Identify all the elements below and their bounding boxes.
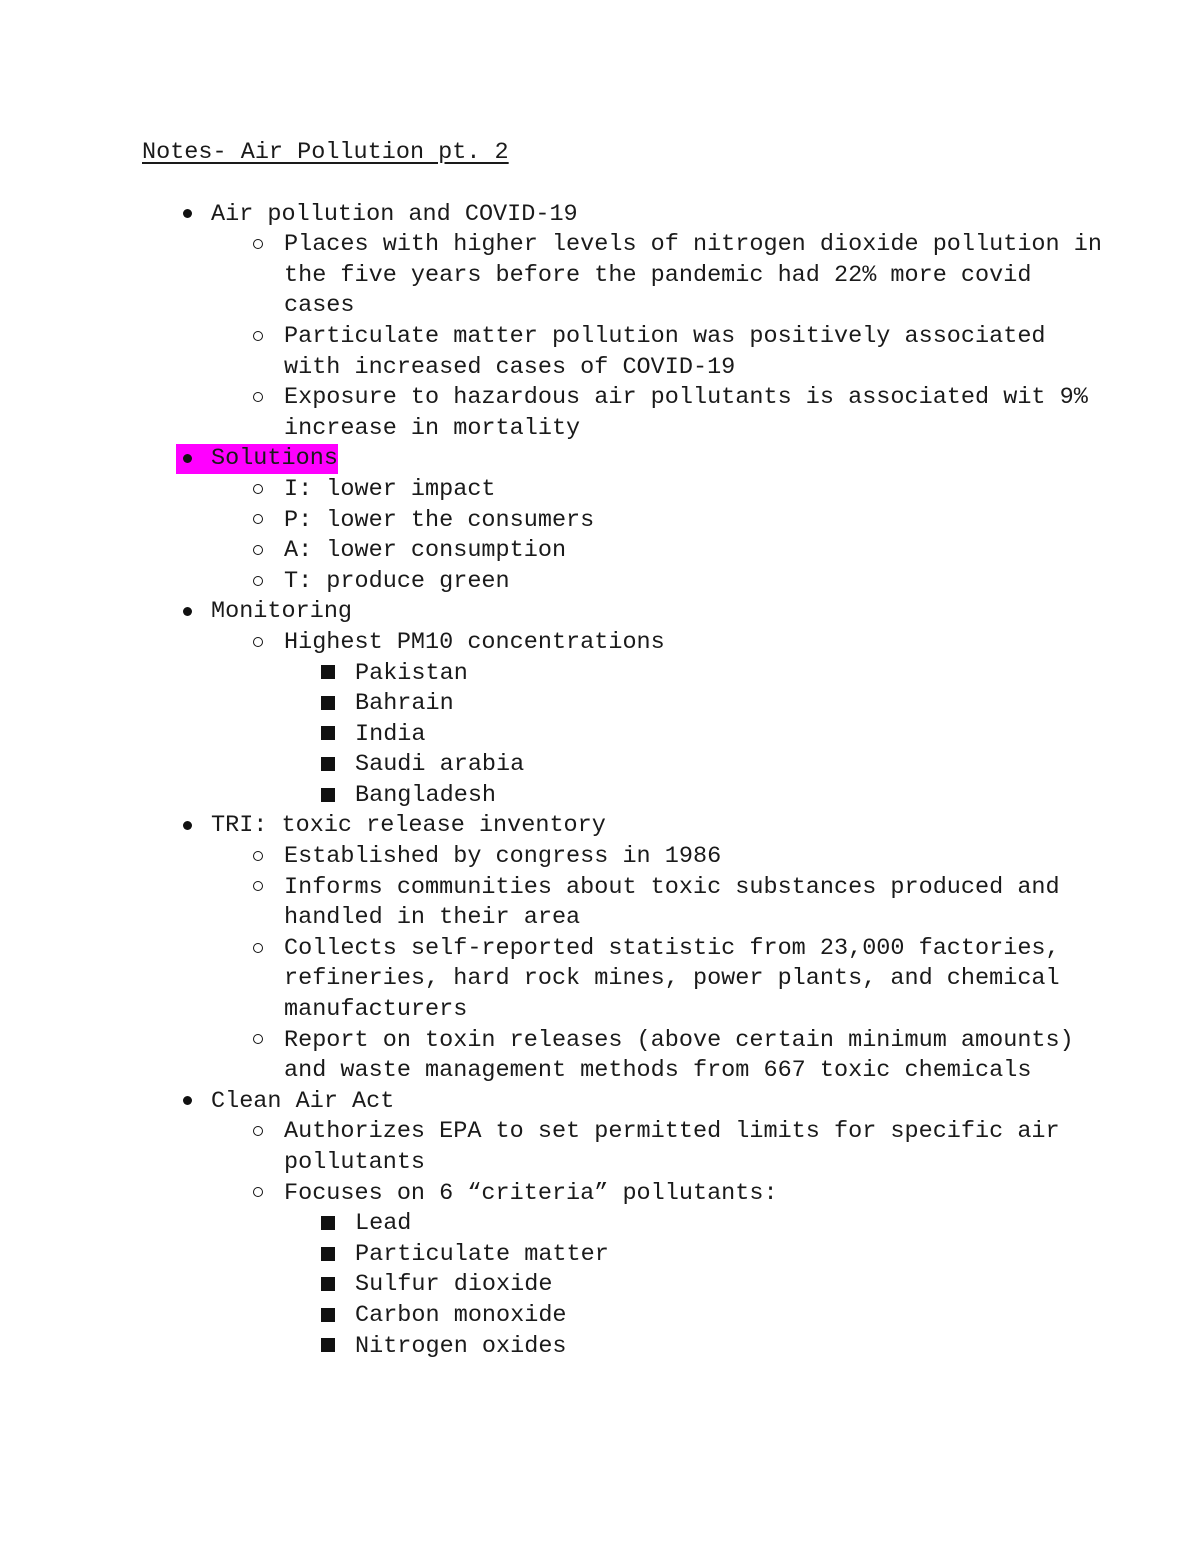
list-item: [213, 536, 1102, 567]
item-text: Lead: [355, 1210, 412, 1238]
item-text: Collects self-reported statistic from 23,000 factories, refineries, hard rock mines, power plants, and chemical manufacturers: [284, 934, 1060, 1024]
list-item-covid: [142, 200, 1102, 445]
bullet-circle-icon: [251, 873, 265, 904]
list-item: [284, 750, 1102, 781]
bullet-square-icon: [320, 720, 336, 751]
sublist: [142, 842, 1102, 1087]
list-item: [284, 689, 1102, 720]
item-text: P: lower the consumers: [284, 506, 595, 534]
section-label: Clean Air Act: [211, 1087, 395, 1115]
list-item: [284, 1240, 1102, 1271]
list-item: [213, 842, 1102, 873]
bullet-square-icon: [320, 689, 336, 720]
bullet-dot-icon: [180, 444, 194, 475]
item-text: Focuses on 6 “criteria” pollutants:: [284, 1179, 778, 1207]
item-text: Nitrogen oxides: [355, 1332, 567, 1360]
bullet-circle-icon: [251, 842, 265, 873]
bullet-square-icon: [320, 1209, 336, 1240]
list-item-solutions: [142, 444, 1102, 597]
document-page: [142, 138, 1102, 1362]
bullet-square-icon: [320, 781, 336, 812]
section-label: TRI: toxic release inventory: [211, 812, 606, 840]
list-item: [213, 475, 1102, 506]
list-item: [284, 1332, 1102, 1363]
list-item: [213, 873, 1102, 934]
item-text: Exposure to hazardous air pollutants is associated wit 9% increase in mortality: [284, 384, 1088, 442]
bullet-circle-icon: [251, 567, 265, 598]
section-label: Monitoring: [211, 598, 353, 626]
list-item: [284, 1270, 1102, 1301]
item-text: Carbon monoxide: [355, 1301, 567, 1329]
bullet-circle-icon: [251, 1117, 265, 1148]
item-text: T: produce green: [284, 567, 510, 595]
item-text: Particulate matter pollution was positively associated with increased cases of COVID-19: [284, 322, 1046, 381]
bullet-circle-icon: [251, 506, 265, 537]
bullet-circle-icon: [251, 383, 265, 414]
bullet-square-icon: [320, 1240, 336, 1271]
item-text: Places with higher levels of nitrogen dioxide pollution in the five years before the pandemic had 22% more covid cases: [284, 231, 1102, 320]
item-text: Bangladesh: [355, 781, 497, 809]
list-item: [284, 720, 1102, 751]
list-item: [284, 1209, 1102, 1240]
bullet-square-icon: [320, 659, 336, 690]
list-item: [213, 1026, 1102, 1087]
item-text: Authorizes EPA to set permitted limits for specific air pollutants: [284, 1118, 1060, 1176]
item-text: Particulate matter: [355, 1240, 609, 1268]
sublist: [142, 1117, 1102, 1362]
bullet-circle-icon: [251, 934, 265, 965]
sublist: [142, 230, 1102, 444]
bullet-circle-icon: [251, 628, 265, 659]
item-text: Highest PM10 concentrations: [284, 628, 665, 656]
item-text: Report on toxin releases (above certain minimum amounts) and waste management methods from 667 toxic chemicals: [284, 1026, 1074, 1085]
item-text: A: lower consumption: [284, 537, 567, 565]
sublist: [142, 628, 1102, 812]
bullet-square-icon: [320, 750, 336, 781]
list-item-monitoring: [142, 597, 1102, 811]
list-item-clean-air-act: [142, 1087, 1102, 1362]
list-item: [213, 230, 1102, 322]
list-item: [284, 1301, 1102, 1332]
item-text: Established by congress in 1986: [284, 843, 722, 871]
item-text: Sulfur dioxide: [355, 1271, 553, 1299]
list-item: [213, 567, 1102, 598]
item-text: Saudi arabia: [355, 751, 525, 779]
list-item: [213, 628, 1102, 812]
bullet-dot-icon: [180, 200, 194, 231]
section-label: Air pollution and COVID-19: [211, 200, 578, 228]
item-text: Bahrain: [355, 690, 454, 718]
bullet-dot-icon: [180, 597, 194, 628]
list-item: [213, 322, 1102, 383]
bullet-square-icon: [320, 1301, 336, 1332]
item-text: Informs communities about toxic substances produced and handled in their area: [284, 873, 1060, 932]
bullet-circle-icon: [251, 536, 265, 567]
bullet-circle-icon: [251, 1026, 265, 1057]
list-item: [213, 1117, 1102, 1178]
notes-list: [142, 200, 1102, 1363]
section-label: Solutions: [211, 445, 338, 473]
item-text: Pakistan: [355, 659, 468, 687]
list-item: [284, 659, 1102, 690]
bullet-circle-icon: [251, 230, 265, 261]
bullet-dot-icon: [180, 1087, 194, 1118]
subsublist: [284, 659, 1102, 812]
list-item: [213, 506, 1102, 537]
bullet-circle-icon: [251, 475, 265, 506]
list-item: [284, 781, 1102, 812]
item-text: India: [355, 720, 426, 748]
list-item: [213, 383, 1102, 444]
item-text: I: lower impact: [284, 475, 496, 503]
bullet-square-icon: [320, 1332, 336, 1363]
list-item-tri: [142, 811, 1102, 1086]
bullet-square-icon: [320, 1270, 336, 1301]
list-item: [213, 1179, 1102, 1363]
bullet-circle-icon: [251, 1179, 265, 1210]
bullet-circle-icon: [251, 322, 265, 353]
sublist: [142, 475, 1102, 597]
page-title: Notes- Air Pollution pt. 2: [142, 139, 509, 166]
subsublist: [284, 1209, 1102, 1362]
list-item: [213, 934, 1102, 1026]
bullet-dot-icon: [180, 811, 194, 842]
